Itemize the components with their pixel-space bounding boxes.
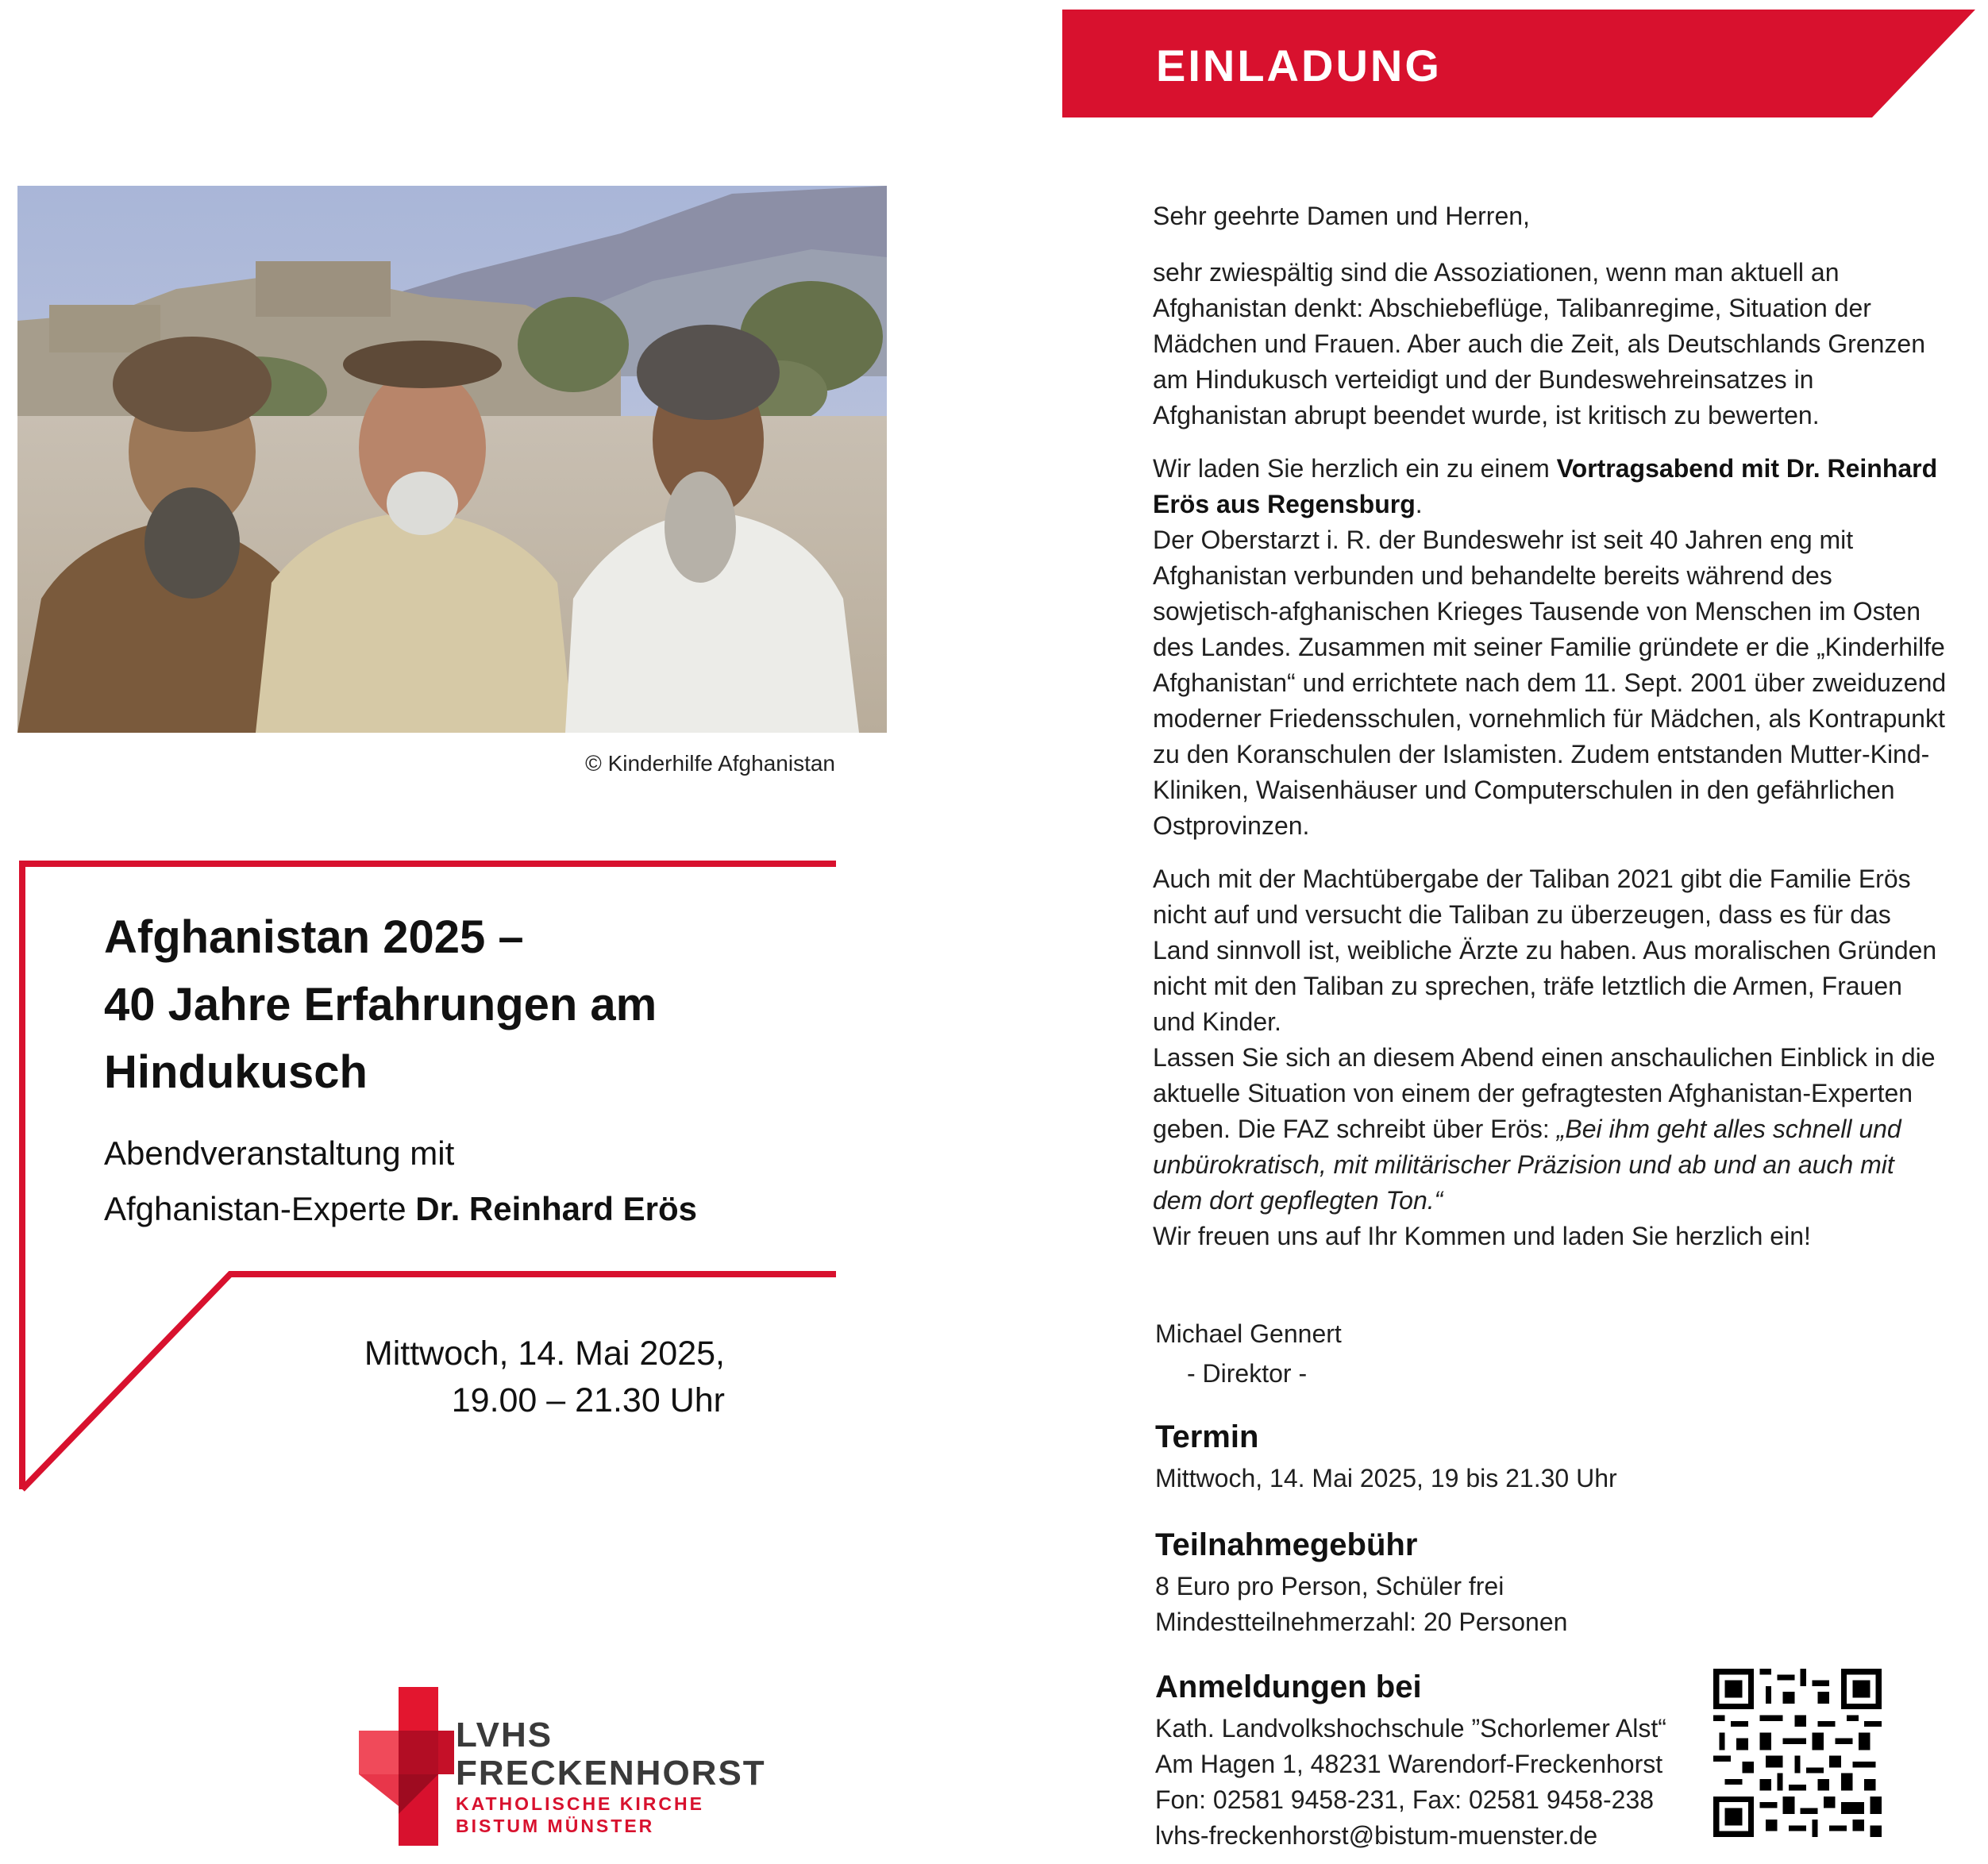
letter-paragraph-2 [1153, 451, 1947, 522]
registration-line-3: Fon: 02581 9458-231, Fax: 02581 9458-238 [1155, 1785, 1655, 1814]
p5-prefix: Lassen Sie sich an diesem Abend einen anschaulichen Einblick in die aktuelle Situation von einem der gefragtesten Afghanistan-Experten geben. Die FAZ schreibt über Erös: [1153, 1043, 1936, 1143]
fee-heading: Teilnahmegebühr [1155, 1527, 1418, 1562]
p2-suffix: . [1415, 490, 1423, 518]
letter-closing: Wir freuen uns auf Ihr Kommen und laden Sie herzlich ein! [1153, 1222, 1811, 1250]
event-title [104, 903, 819, 1106]
letter-paragraph-4: Auch mit der Machtübergabe der Taliban 2021 gibt die Familie Erös nicht auf und versucht die Taliban zu überzeugen, dass es für das Land sinnvoll ist, weibliche Ärzte zu haben. Aus moralischen Gründen nicht mit den Taliban zu sprechen, träfe letztlich die Armen, Frauen und Kinder. [1153, 865, 1937, 1036]
subtitle-line-1: Abendveranstaltung mit [104, 1134, 455, 1172]
event-title-line-3: Hindukusch [104, 1046, 368, 1098]
speaker-name: Dr. Reinhard Erös [415, 1190, 697, 1227]
logo-tag-line-2: BISTUM MÜNSTER [456, 1816, 655, 1836]
letter-salutation: Sehr geehrte Damen und Herren, [1153, 202, 1530, 230]
fee-text [1155, 1569, 1567, 1640]
letter-paragraph-3: Der Oberstarzt i. R. der Bundeswehr ist seit 40 Jahren eng mit Afghanistan verbunden und behandelte bereits während des sowjetisch-afghanischen Krieges Tausende von Menschen im Osten des Landes. Zusammen mit seiner Familie gründete er die „Kinderhilfe Afghanistan“ und errichtete nach dem 11. Sept. 2001 über zweiduzend moderner Friedensschulen, vornehmlich für Mädchen, als Kontrapunkt zu den Koranschulen der Islamisten. Zudem entstanden Mutter-Kind-Kliniken, Waisenhäuser und Computerschulen in den gefährlichen Ostprovinzen. [1153, 526, 1947, 840]
subtitle-line-2 [104, 1181, 819, 1237]
event-time-line: 19.00 – 21.30 Uhr [451, 1381, 725, 1419]
invitation-letter [1153, 198, 1947, 1254]
event-date [238, 1331, 725, 1424]
logo-name-line-1: LVHS [456, 1716, 553, 1754]
registration-line-2: Am Hagen 1, 48231 Warendorf-Freckenhorst [1155, 1750, 1663, 1778]
registration-line-1: Kath. Landvolkshochschule ”Schorlemer Alst“ [1155, 1714, 1666, 1743]
registration-email-link[interactable]: lvhs-freckenhorst@bistum-muenster.de [1155, 1821, 1598, 1850]
photo-three-men-icon [17, 186, 887, 733]
event-title-line-1: Afghanistan 2025 – [104, 911, 524, 963]
qr-code-icon[interactable] [1713, 1669, 1882, 1837]
signatory-role: - Direktor - [1187, 1359, 1308, 1388]
event-title-line-2: 40 Jahre Erfahrungen am [104, 979, 657, 1030]
p2-prefix: Wir laden Sie herzlich ein zu einem [1153, 454, 1557, 483]
termin-heading: Termin [1155, 1419, 1259, 1454]
signatory-name: Michael Gennert [1155, 1319, 1342, 1348]
event-subtitle [104, 1126, 819, 1237]
subtitle-prefix: Afghanistan-Experte [104, 1190, 416, 1227]
registration-address [1155, 1711, 1679, 1818]
fee-line-2: Mindestteilnehmerzahl: 20 Personen [1155, 1608, 1568, 1636]
logo-tag-line-1: KATHOLISCHE KIRCHE [456, 1793, 704, 1814]
event-photo [17, 186, 887, 733]
fee-line-1: 8 Euro pro Person, Schüler frei [1155, 1572, 1504, 1600]
letter-paragraph-1: sehr zwiespältig sind die Assoziationen, wenn man aktuell an Afghanistan denkt: Abschiebeflüge, Talibanregime, Situation der Mädchen und Frauen. Aber auch die Zeit, als Deutschlands Grenzen am Hindukusch verteidigt und der Bundeswehreinsatzes in Afghanistan abrupt beendet wurde, ist kritisch zu bewerten. [1153, 258, 1926, 429]
letter-paragraph-5 [1153, 1040, 1947, 1219]
termin-text: Mittwoch, 14. Mai 2025, 19 bis 21.30 Uhr [1155, 1464, 1617, 1492]
faz-quote: „Bei ihm geht alles schnell und unbürokratisch, mit militärischer Präzision und ab und an auch mit dem dort gepflegten Ton.“ [1153, 1115, 1901, 1215]
p2-lecture: Vortragsabend mit Dr. Reinhard Erös aus Regensburg [1153, 454, 1938, 518]
photo-caption: © Kinderhilfe Afghanistan [585, 751, 835, 776]
logo-name-line-2: FRECKENHORST [456, 1754, 766, 1793]
registration-heading: Anmeldungen bei [1155, 1670, 1422, 1704]
lvhs-logo-text [456, 1716, 766, 1837]
event-date-line-1: Mittwoch, 14. Mai 2025, [364, 1334, 725, 1373]
banner-label: EINLADUNG [1156, 40, 1442, 91]
